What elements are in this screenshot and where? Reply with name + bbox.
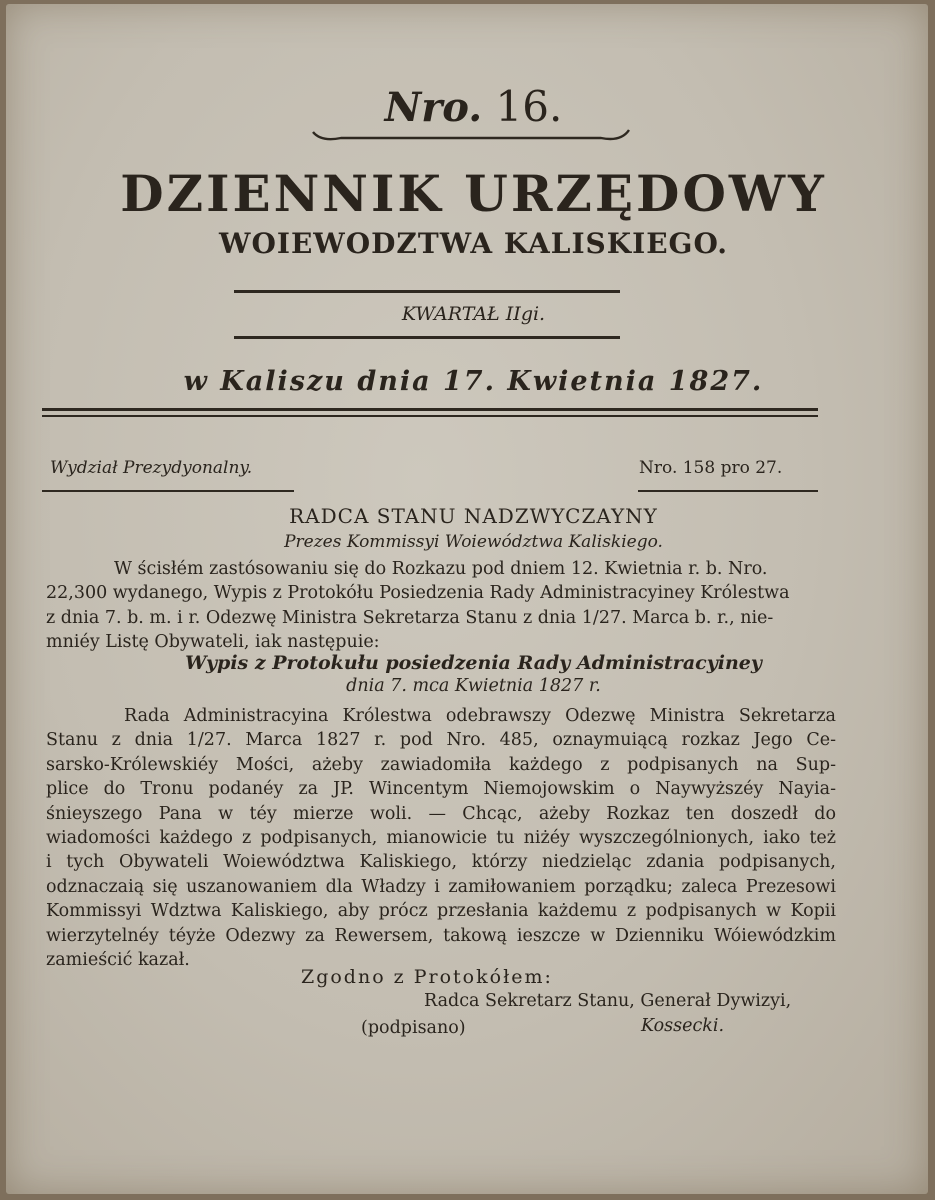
- quarter-label: KWARTAŁ IIgi.: [401, 303, 546, 325]
- reference-number: Nro. 158 pro 27.: [639, 458, 783, 478]
- signatory-title: Radca Sekretarz Stanu, Generał Dywizyi,: [424, 991, 792, 1011]
- text-line: śnieyszego Pana w téy mierze woli. — Chcąc, ażeby Rozkaz ten doszedł do: [46, 803, 836, 824]
- text-line: z dnia 7. b. m. i r. Odezwę Ministra Sekretarza Stanu z dnia 1/27. Marca b. r., nie-: [46, 607, 774, 628]
- text-line: W ścisłém zastósowaniu się do Rozkazu pod dniem 12. Kwietnia r. b. Nro.: [114, 559, 768, 579]
- body-paragraph: [46, 704, 836, 972]
- signed-note: (podpisano): [361, 1018, 466, 1038]
- text-line: zamieścić kazał.: [46, 950, 190, 971]
- attestation: Zgodno z Protokółem:: [301, 966, 553, 988]
- issue-number: [6, 82, 935, 131]
- divider-rule: [638, 490, 818, 492]
- ornament-swirl: [311, 126, 631, 146]
- text-line: 22,300 wydanego, Wypis z Protokółu Posiedzenia Rady Administracyiney Królestwa: [46, 583, 790, 604]
- divider-rule: [42, 490, 294, 492]
- department-label: Wydział Prezydyonalny.: [50, 458, 253, 478]
- issue-number-value: 16.: [495, 82, 563, 131]
- extract-date: dnia 7. mca Kwietnia 1827 r.: [346, 676, 601, 696]
- page-subtitle: WOIEWODZTWA KALISKIEGO.: [219, 227, 728, 260]
- text-line: wierzytelnéy téyże Odezwy za Rewersem, takową ieszcze w Dzienniku Wóiewódzkim: [46, 925, 836, 946]
- text-line: Stanu z dnia 1/27. Marca 1827 r. pod Nro. 485, oznaymuiącą rozkaz Jego Ce-: [46, 730, 836, 751]
- extract-title: Wypis z Protokułu posiedzenia Rady Administracyiney: [185, 652, 762, 674]
- newspaper-page: [6, 4, 928, 1194]
- text-line: odznaczaią się uszanowaniem dla Władzy i zamiłowaniem porządku; zaleca Prezesowi: [46, 876, 836, 897]
- text-line: Kommissyi Wdztwa Kaliskiego, aby prócz przesłania każdemu z podpisanych w Kopii: [46, 901, 836, 922]
- text-line: Rada Administracyina Królestwa odebrawszy Odezwę Ministra Sekretarza: [124, 706, 836, 726]
- text-line: mniéy Listę Obywateli, iak następuie:: [46, 632, 380, 653]
- page-title: DZIENNIK URZĘDOWY: [120, 164, 827, 223]
- document-heading: RADCA STANU NADZWYCZAYNY: [289, 504, 658, 528]
- text-line: plice do Tronu podanéy za JP. Wincentym Niemojowskim o Naywyższéy Nayia-: [46, 779, 836, 800]
- divider-rule: [234, 290, 620, 293]
- document-subheading: Prezes Kommissyi Woiewództwa Kaliskiego.: [284, 532, 663, 552]
- divider-rule: [42, 415, 818, 417]
- issue-label: Nro.: [384, 84, 483, 131]
- text-line: sarsko-Królewskiéy Mości, ażeby zawiadomiła każdego z podpisanych na Sup-: [46, 754, 836, 775]
- text-line: wiadomości każdego z podpisanych, mianowicie tu niżéy wyszczególnionych, iako też: [46, 828, 836, 849]
- text-line: i tych Obywateli Woiewództwa Kaliskiego, którzy niedzieląc zdania podpisanych,: [46, 852, 836, 873]
- signatory-name: Kossecki.: [641, 1016, 725, 1036]
- intro-paragraph: [46, 557, 836, 655]
- divider-rule: [42, 408, 818, 411]
- dateline: w Kaliszu dnia 17. Kwietnia 1827.: [183, 366, 764, 397]
- divider-rule: [234, 336, 620, 339]
